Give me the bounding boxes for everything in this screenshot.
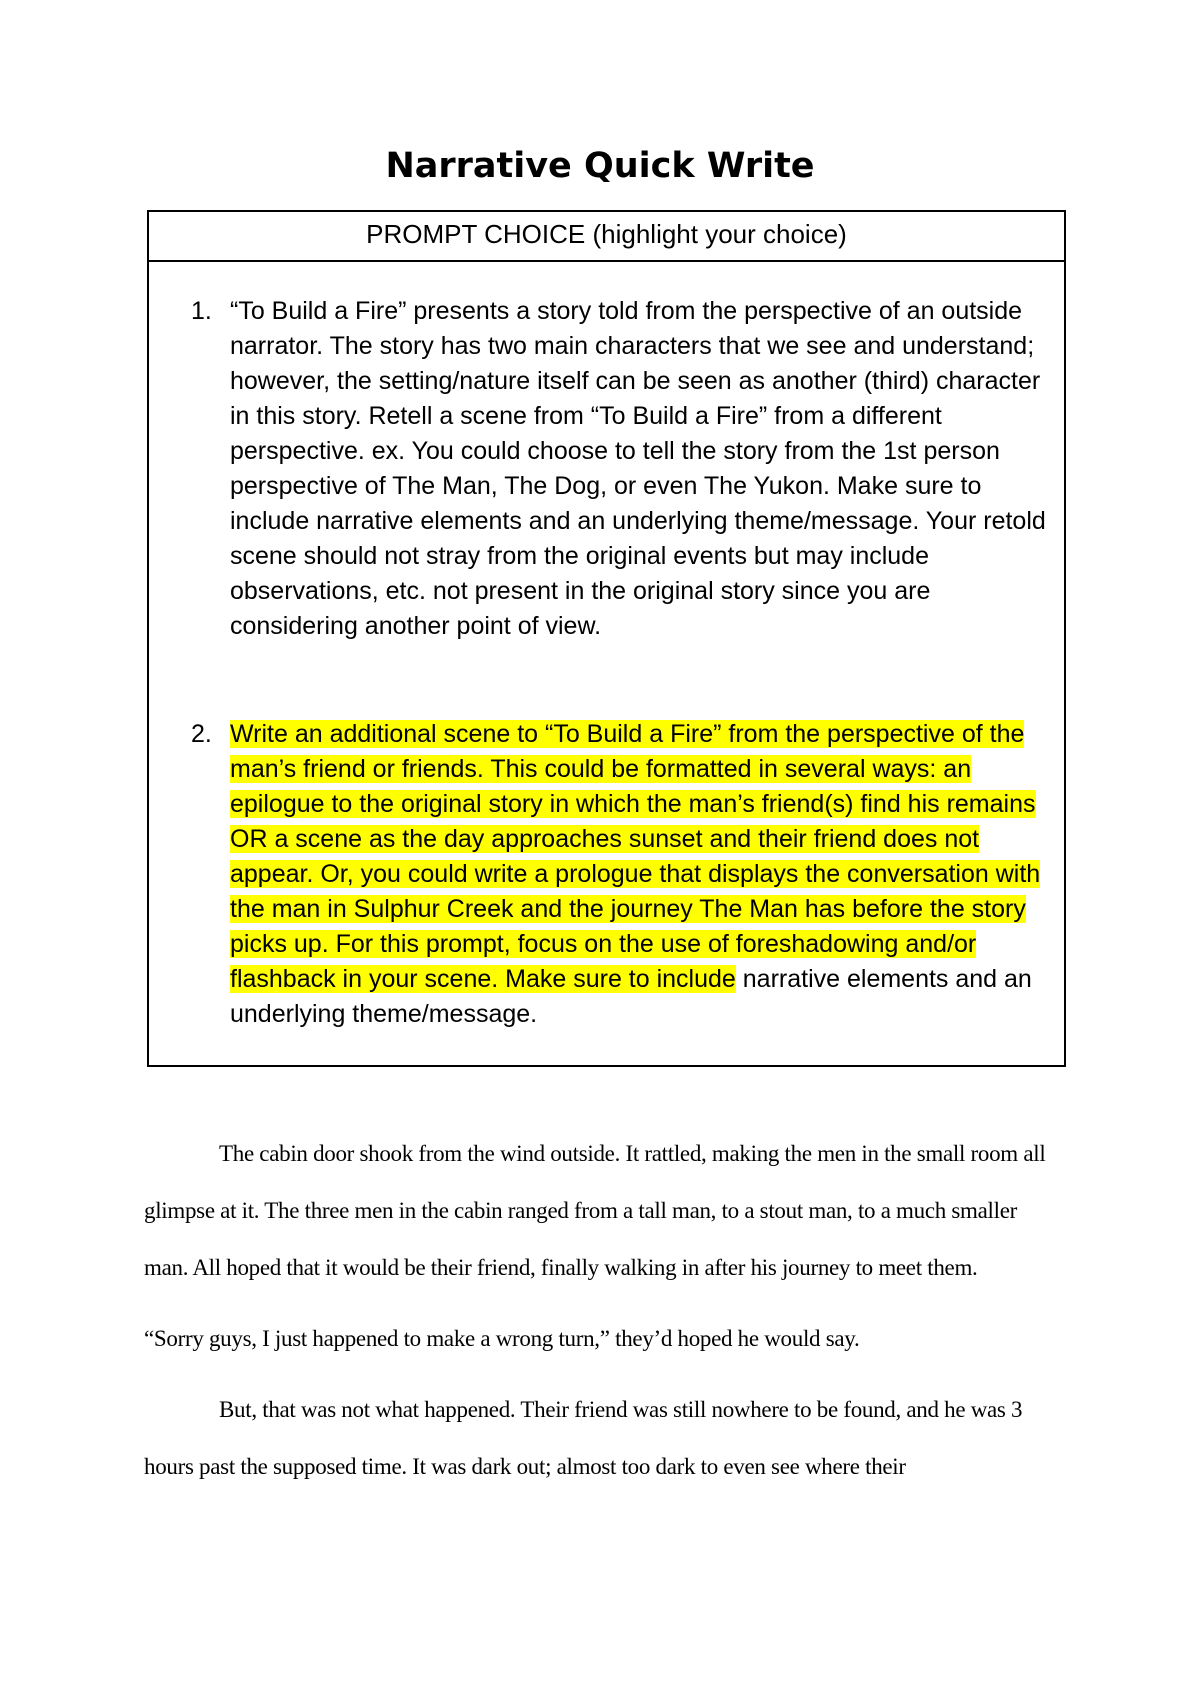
prompt-option-number: 2. <box>191 720 212 748</box>
prompt-choice-box <box>147 210 1066 1067</box>
essay-body <box>144 1125 1064 1495</box>
essay-paragraph: “Sorry guys, I just happened to make a wrong turn,” they’d hoped he would say. <box>144 1326 860 1351</box>
highlighted-choice-text: Write an additional scene to “To Build a Fire” from the perspective of the man’s friend or friends. This could be formatted in several ways: an epilogue to the original story in which the man’s friend(s) find his remains OR a scene as the day approaches sunset and their friend does not appear. Or, you could write a prologue that displays the conversation with the man in Sulphur Creek and the journey The Man has before the story picks up. For this prompt, focus on the use of foreshadowing and/or flashback in your scene. Make sure to include <box>230 720 1041 993</box>
unhighlighted-text: narrative elements and an underlying theme/message. <box>230 965 1032 1028</box>
prompt-option-number: 1. <box>191 297 212 325</box>
prompt-option-1 <box>149 294 1064 644</box>
prompt-option-2 <box>149 717 1064 1032</box>
prompt-option-text: “To Build a Fire” presents a story told from the perspective of an outside narrator. The story has two main characters that we see and understand; however, the setting/nature itself can be seen as another (third) character in this story. Retell a scene from “To Build a Fire” from a different perspective. ex. You could choose to tell the story from the 1st person perspective of The Man, The Dog, or even The Yukon. Make sure to include narrative elements and an underlying theme/message. Your retold scene should not stray from the original events but may include observations, etc. not present in the original story since you are considering another point of view. <box>230 297 1046 640</box>
essay-paragraph: But, that was not what happened. Their friend was still nowhere to be found, and he was 3 hours past the supposed time. It was dark out; almost too dark to even see where their <box>144 1397 1023 1479</box>
prompt-option-text <box>230 717 1054 1032</box>
prompt-box-header: PROMPT CHOICE (highlight your choice) <box>149 212 1064 262</box>
page-title: Narrative Quick Write <box>385 146 815 186</box>
essay-paragraph: The cabin door shook from the wind outside. It rattled, making the men in the small room all glimpse at it. The three men in the cabin ranged from a tall man, to a stout man, to a much smaller man. All hoped that it would be their friend, finally walking in after his journey to meet them. <box>144 1141 1046 1280</box>
